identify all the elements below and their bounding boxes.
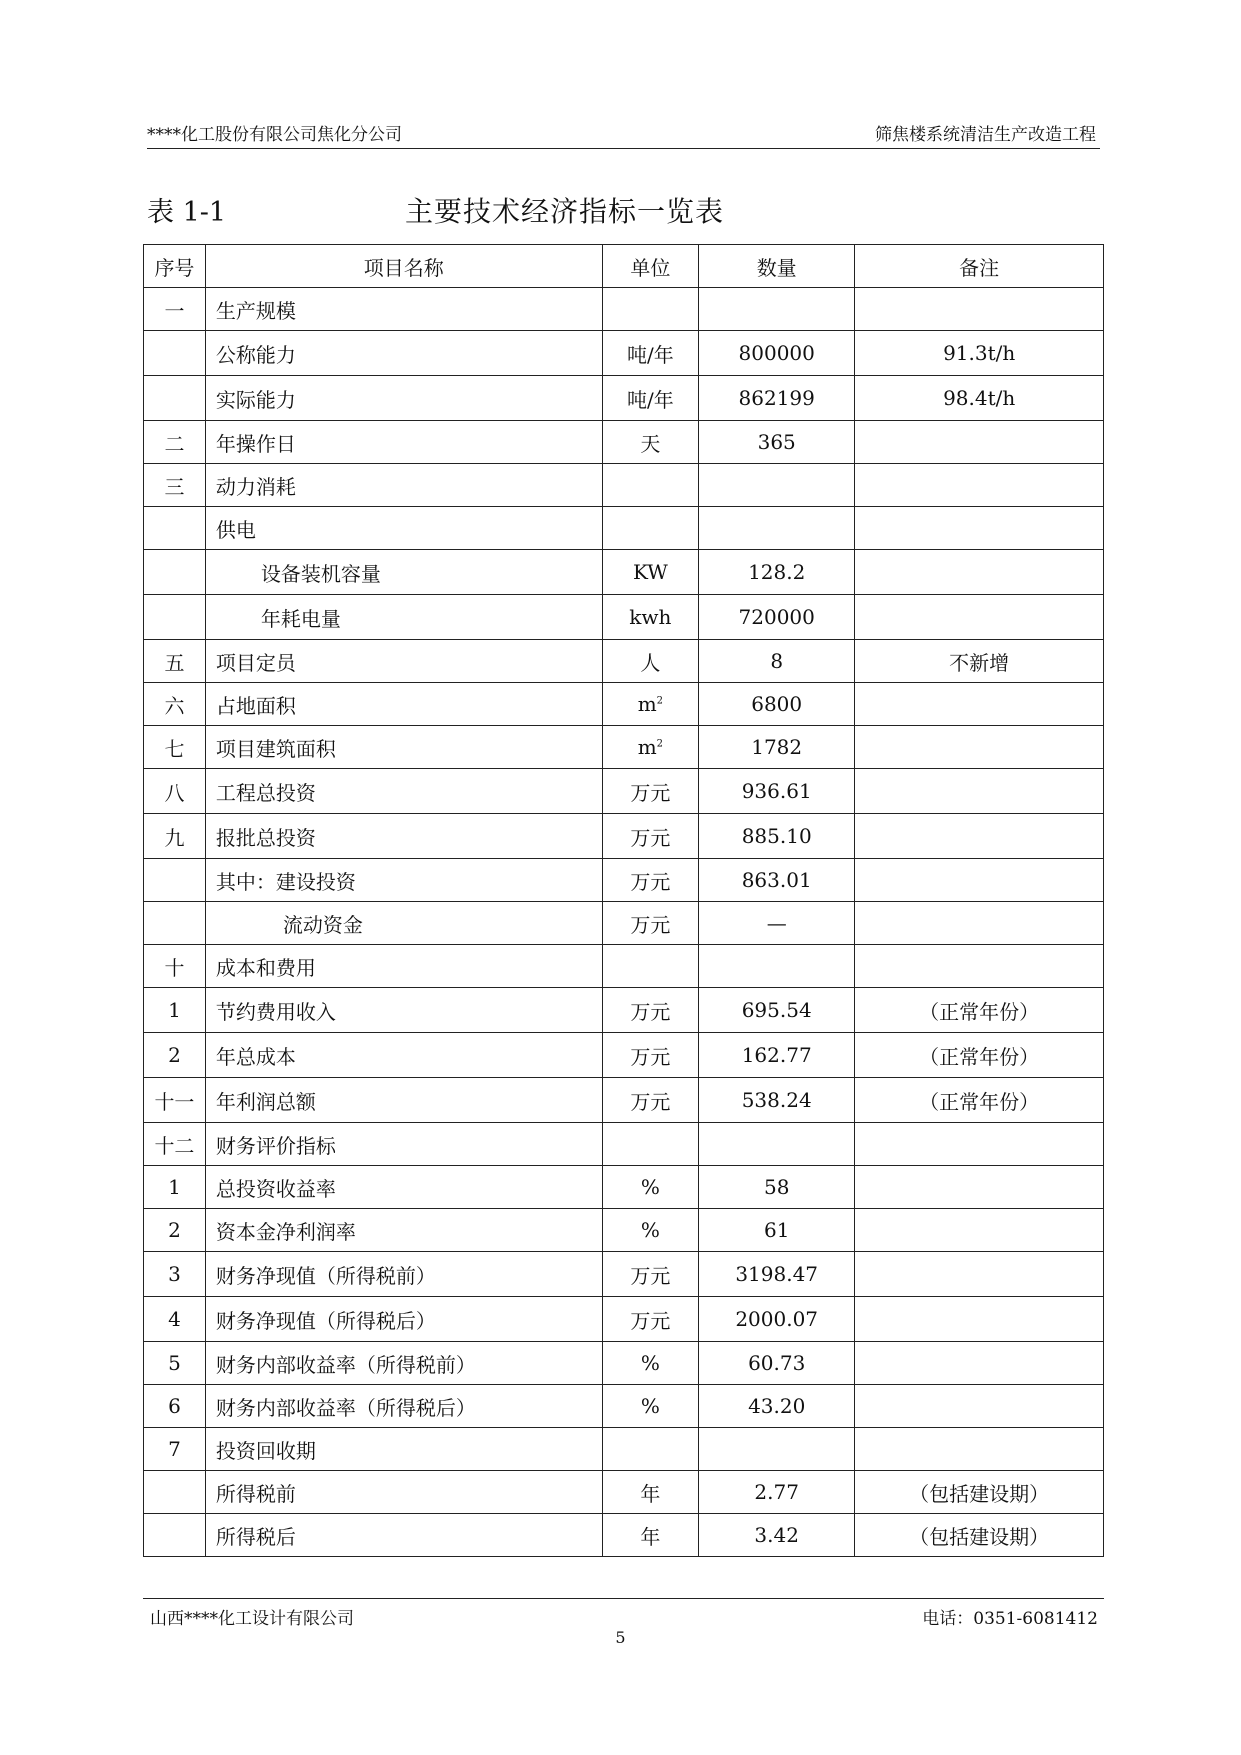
unit-cell-text: 万元 [630,825,671,850]
item-name-text: 节约费用收入 [215,999,336,1024]
row-number-text: 5 [168,1351,181,1375]
item-name [205,1033,602,1078]
table-row [144,1514,1104,1557]
unit-superscript: 2 [656,695,664,707]
table-row [144,550,1104,595]
note-cell [855,726,1104,769]
table-row [144,1123,1104,1166]
item-name-text: 工程总投资 [215,780,316,805]
quantity-cell [699,769,855,814]
item-name-text: 总投资收益率 [215,1176,336,1201]
quantity-cell [699,550,855,595]
unit-cell [602,331,698,376]
item-name [205,464,602,507]
note-cell-text: （包括建设期） [909,1481,1050,1506]
column-header: 数量 [699,245,855,288]
quantity-cell [699,331,855,376]
item-name-text: 所得税后 [215,1524,296,1549]
quantity-cell-text: 162.77 [741,1043,812,1067]
unit-cell-text: m [637,735,657,759]
unit-cell-text: 吨/年 [626,342,674,367]
row-number-text: 五 [164,650,185,675]
item-name-text: 设备装机容量 [260,561,381,586]
note-cell-text: 98.4t/h [943,386,1016,410]
quantity-cell [699,1078,855,1123]
item-name [205,945,602,988]
note-cell [855,288,1104,331]
unit-cell [602,945,698,988]
item-name [205,726,602,769]
quantity-cell [699,945,855,988]
quantity-cell [699,507,855,550]
table-row [144,376,1104,421]
unit-cell [602,421,698,464]
item-name-text: 年操作日 [215,431,296,456]
item-name [205,595,602,640]
quantity-cell-text: 61 [763,1218,790,1242]
header-project: 筛焦楼系统清洁生产改造工程 [875,125,1096,145]
item-name [205,769,602,814]
item-name-text: 财务净现值（所得税前） [215,1263,436,1288]
unit-cell [602,1342,698,1385]
quantity-cell-text: 3198.47 [735,1262,819,1286]
quantity-cell-text: 538.24 [741,1088,812,1112]
quantity-cell [699,902,855,945]
note-cell [855,1209,1104,1252]
quantity-cell [699,595,855,640]
item-name-text: 财务内部收益率（所得税后） [215,1395,476,1420]
note-cell [855,859,1104,902]
quantity-cell [699,814,855,859]
footer-company: 山西****化工设计有限公司 [150,1609,354,1629]
note-cell [855,1385,1104,1428]
unit-cell [602,550,698,595]
unit-cell [602,1385,698,1428]
item-name-text: 占地面积 [215,693,296,718]
note-cell [855,376,1104,421]
quantity-cell-text: 936.61 [741,779,812,803]
unit-cell-text: KW [632,560,668,584]
table-row [144,1209,1104,1252]
unit-cell [602,1209,698,1252]
item-name [205,640,602,683]
row-number-text: 2 [168,1218,181,1242]
table-row [144,1166,1104,1209]
item-name-text: 所得税前 [215,1481,296,1506]
row-number-text: 1 [168,1175,181,1199]
item-name-text: 年耗电量 [260,606,341,631]
row-number-text: 1 [168,998,181,1022]
unit-cell [602,769,698,814]
note-cell [855,1033,1104,1078]
note-cell [855,421,1104,464]
item-name-text: 年利润总额 [215,1089,316,1114]
item-name [205,814,602,859]
quantity-cell [699,1123,855,1166]
table-row [144,331,1104,376]
note-cell [855,1078,1104,1123]
note-cell [855,683,1104,726]
item-name [205,376,602,421]
table-title: 主要技术经济指标一览表 [405,195,725,228]
quantity-cell-text: 365 [757,430,796,454]
unit-cell-text: 万元 [630,1263,671,1288]
table-row [144,1428,1104,1471]
table-row [144,1078,1104,1123]
quantity-cell-text: 2000.07 [735,1307,819,1331]
note-cell [855,1123,1104,1166]
unit-cell [602,859,698,902]
page-header [147,118,1100,149]
note-cell-text: （正常年份） [919,1089,1040,1114]
note-cell [855,507,1104,550]
quantity-cell-text: 8 [770,649,784,673]
item-name-text: 投资回收期 [215,1438,316,1463]
table-row [144,595,1104,640]
item-name [205,1297,602,1342]
table-row [144,769,1104,814]
table-row [144,988,1104,1033]
quantity-cell [699,640,855,683]
table-header-row [144,245,1104,288]
row-number [144,859,206,902]
quantity-cell [699,421,855,464]
unit-cell [602,288,698,331]
quantity-cell-text: 58 [763,1175,790,1199]
table-row [144,288,1104,331]
unit-cell-text: % [640,1351,660,1375]
quantity-cell [699,1033,855,1078]
quantity-cell [699,1166,855,1209]
unit-cell-text: m [637,692,657,716]
row-number-text: 4 [168,1307,181,1331]
table-row [144,1033,1104,1078]
unit-cell-text: 年 [640,1481,661,1506]
item-name [205,331,602,376]
table-row [144,1297,1104,1342]
row-number [144,769,206,814]
quantity-cell [699,376,855,421]
row-number [144,1123,206,1166]
quantity-cell [699,1252,855,1297]
column-header: 序号 [144,245,206,288]
row-number-text: 三 [164,474,185,499]
note-cell [855,1514,1104,1557]
note-cell [855,1252,1104,1297]
note-cell [855,1471,1104,1514]
note-cell [855,550,1104,595]
row-number [144,421,206,464]
unit-cell-text: 天 [640,431,661,456]
row-number-text: 二 [164,431,185,456]
item-name-text: 公称能力 [215,342,296,367]
note-cell [855,595,1104,640]
unit-cell [602,726,698,769]
table-row [144,1252,1104,1297]
item-name [205,988,602,1033]
quantity-cell-text: 720000 [738,605,815,629]
quantity-cell-text: 862199 [738,386,815,410]
unit-cell-text: 万元 [630,1089,671,1114]
row-number [144,902,206,945]
quantity-cell [699,288,855,331]
row-number [144,331,206,376]
table-row [144,1385,1104,1428]
row-number [144,1252,206,1297]
quantity-cell-text: 43.20 [748,1394,806,1418]
column-header: 备注 [855,245,1104,288]
table-row [144,726,1104,769]
note-cell [855,988,1104,1033]
header-company: ****化工股份有限公司焦化分公司 [147,125,402,145]
unit-cell-text: 年 [640,1524,661,1549]
item-name [205,288,602,331]
item-name [205,507,602,550]
table-row [144,464,1104,507]
item-name [205,683,602,726]
quantity-cell-text: 695.54 [741,998,812,1022]
table-row [144,814,1104,859]
note-cell [855,945,1104,988]
unit-cell [602,595,698,640]
item-name [205,1428,602,1471]
unit-cell [602,1428,698,1471]
note-cell [855,331,1104,376]
row-number [144,288,206,331]
row-number [144,464,206,507]
quantity-cell [699,1428,855,1471]
row-number [144,1078,206,1123]
quantity-cell-text: 1782 [751,735,803,759]
item-name [205,1385,602,1428]
item-name-text: 动力消耗 [215,474,296,499]
item-name-text: 年总成本 [215,1044,296,1069]
row-number [144,1033,206,1078]
note-cell [855,1428,1104,1471]
unit-cell-text: kwh [629,605,672,629]
row-number [144,988,206,1033]
quantity-cell-text: 885.10 [741,824,812,848]
row-number-text: 六 [164,693,185,718]
item-name [205,859,602,902]
unit-cell-text: 吨/年 [626,387,674,412]
unit-cell [602,1297,698,1342]
column-header: 项目名称 [205,245,602,288]
unit-cell-text: % [640,1218,660,1242]
note-cell [855,814,1104,859]
row-number [144,726,206,769]
unit-cell-text: 万元 [630,1308,671,1333]
unit-cell-text: 万元 [630,912,671,937]
table-row [144,683,1104,726]
item-name-text: 供电 [215,517,256,542]
row-number-text: 6 [168,1394,181,1418]
table-row [144,507,1104,550]
quantity-cell-text: 6800 [751,692,803,716]
item-name [205,550,602,595]
quantity-cell-text: 863.01 [741,868,812,892]
item-name-text: 资本金净利润率 [215,1219,356,1244]
unit-cell-text: 万元 [630,1044,671,1069]
unit-cell [602,1471,698,1514]
item-name-text: 实际能力 [215,387,296,412]
row-number-text: 一 [164,298,185,323]
row-number [144,1297,206,1342]
table-row [144,1342,1104,1385]
row-number [144,550,206,595]
row-number [144,640,206,683]
table-title-row [147,190,1100,230]
row-number [144,1471,206,1514]
unit-cell [602,988,698,1033]
unit-cell-text: % [640,1175,660,1199]
item-name [205,1123,602,1166]
quantity-cell [699,683,855,726]
row-number [144,1342,206,1385]
row-number [144,1209,206,1252]
note-cell [855,464,1104,507]
unit-cell [602,507,698,550]
row-number [144,595,206,640]
table-row [144,945,1104,988]
note-cell [855,640,1104,683]
item-name-text: 其中：建设投资 [215,869,356,894]
page-footer [143,1598,1104,1629]
table-row [144,640,1104,683]
item-name-text: 财务评价指标 [215,1133,336,1158]
page-number: 5 [615,1628,626,1647]
item-name [205,1471,602,1514]
quantity-cell-text: 2.77 [754,1480,799,1504]
row-number-text: 九 [164,825,185,850]
row-number [144,683,206,726]
item-name [205,1209,602,1252]
item-name-text: 流动资金 [282,912,363,937]
item-name-text: 项目建筑面积 [215,736,336,761]
table-number: 表 1-1 [147,197,227,228]
table-row [144,859,1104,902]
unit-cell [602,376,698,421]
row-number-text: 3 [168,1262,181,1286]
quantity-cell [699,1342,855,1385]
unit-cell [602,1078,698,1123]
quantity-cell [699,859,855,902]
note-cell [855,1342,1104,1385]
row-number [144,1385,206,1428]
row-number-text: 十一 [154,1089,195,1114]
row-number [144,1514,206,1557]
item-name-text: 项目定员 [215,650,296,675]
row-number-text: 八 [164,780,185,805]
quantity-cell-text: 128.2 [748,560,806,584]
row-number [144,1166,206,1209]
unit-cell-text: 万元 [630,869,671,894]
item-name [205,902,602,945]
table-row [144,902,1104,945]
note-cell-text: （正常年份） [919,1044,1040,1069]
footer-phone: 电话：0351-6081412 [922,1609,1098,1629]
note-cell-text: （正常年份） [919,999,1040,1024]
row-number-text: 七 [164,736,185,761]
item-name [205,1166,602,1209]
row-number [144,507,206,550]
quantity-cell [699,1385,855,1428]
unit-cell [602,1033,698,1078]
row-number [144,945,206,988]
quantity-cell-text: 60.73 [748,1351,806,1375]
unit-cell-text: 万元 [630,780,671,805]
item-name-text: 生产规模 [215,298,296,323]
unit-cell [602,902,698,945]
item-name [205,1514,602,1557]
quantity-cell [699,988,855,1033]
item-name [205,1078,602,1123]
quantity-cell [699,726,855,769]
item-name-text: 成本和费用 [215,955,316,980]
unit-cell [602,464,698,507]
unit-superscript: 2 [656,738,664,750]
item-name-text: 报批总投资 [215,825,316,850]
quantity-cell [699,1471,855,1514]
table-row [144,1471,1104,1514]
row-number-text: 2 [168,1043,181,1067]
item-name [205,1252,602,1297]
note-cell [855,1297,1104,1342]
row-number-text: 7 [168,1437,181,1461]
unit-cell [602,683,698,726]
note-cell-text: （包括建设期） [909,1524,1050,1549]
unit-cell [602,1514,698,1557]
quantity-cell [699,1297,855,1342]
row-number-text: 十二 [154,1133,195,1158]
quantity-cell-text: 3.42 [754,1523,799,1547]
quantity-cell [699,1209,855,1252]
quantity-cell-text: 800000 [738,341,815,365]
quantity-cell [699,464,855,507]
item-name [205,421,602,464]
quantity-cell [699,1514,855,1557]
row-number [144,376,206,421]
unit-cell [602,814,698,859]
item-name [205,1342,602,1385]
quantity-cell-text: — [766,911,787,935]
note-cell-text: 91.3t/h [943,341,1016,365]
note-cell [855,1166,1104,1209]
note-cell [855,769,1104,814]
unit-cell [602,1123,698,1166]
row-number [144,1428,206,1471]
column-header: 单位 [602,245,698,288]
item-name-text: 财务净现值（所得税后） [215,1308,436,1333]
unit-cell [602,1252,698,1297]
row-number [144,814,206,859]
unit-cell-text: 人 [640,650,661,675]
row-number-text: 十 [164,955,185,980]
unit-cell [602,1166,698,1209]
unit-cell-text: % [640,1394,660,1418]
table-row [144,421,1104,464]
item-name-text: 财务内部收益率（所得税前） [215,1352,476,1377]
note-cell-text: 不新增 [949,650,1010,675]
unit-cell [602,640,698,683]
indicator-table [143,244,1104,1557]
note-cell [855,902,1104,945]
unit-cell-text: 万元 [630,999,671,1024]
